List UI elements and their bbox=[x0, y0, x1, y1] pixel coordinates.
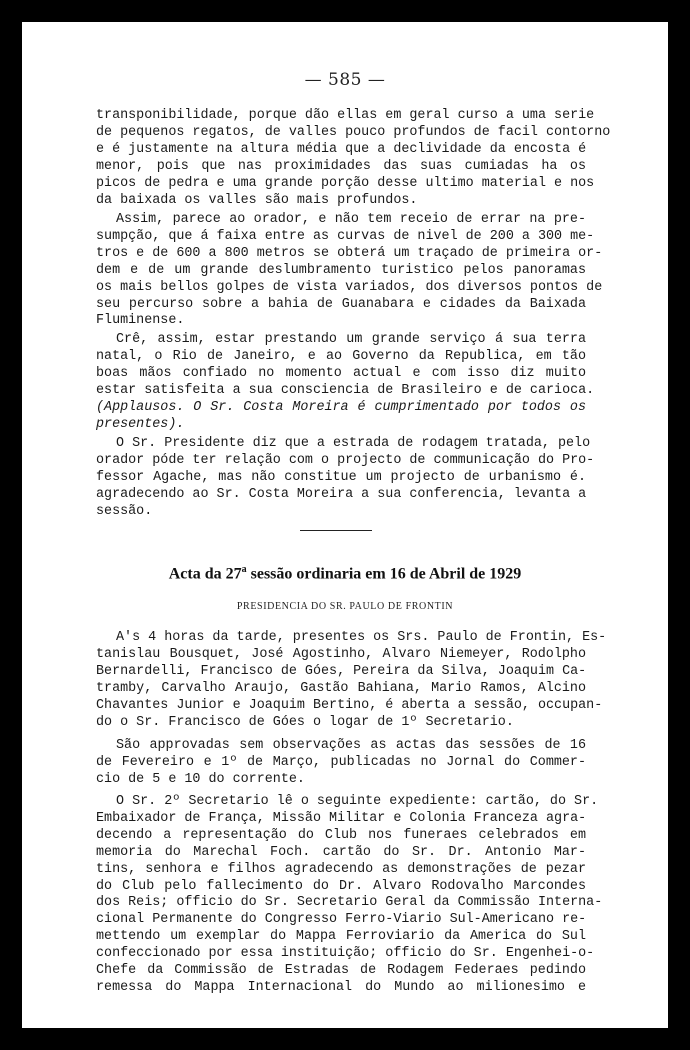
text-line: do o Sr. Francisco de Góes o logar de 1º Secretario. bbox=[96, 714, 514, 730]
text-line: Crê, assim, estar prestando um grande serviço á sua terra bbox=[116, 332, 586, 347]
text-line: de pequenos regatos, de valles pouco profundos de facil contorno bbox=[96, 124, 611, 140]
text-line: tramby, Carvalho Araujo, Gastão Bahiana, Mario Ramos, Alcino bbox=[96, 680, 586, 696]
text-line: mettendo um exemplar do Mappa Ferroviario da America do Sul bbox=[96, 929, 586, 945]
acta-title bbox=[22, 564, 668, 583]
text-line: dem e de um grande deslumbramento turistico pelos panoramas bbox=[96, 262, 586, 278]
section-divider bbox=[300, 530, 372, 531]
document-page bbox=[22, 22, 668, 1028]
text-line: menor, pois que nas proximidades das suas cumiadas ha os bbox=[96, 158, 586, 174]
paragraph-presidente bbox=[96, 436, 595, 521]
text-line: tanislau Bousquet, José Agostinho, Alvaro Niemeyer, Rodolpho bbox=[96, 646, 586, 662]
text-line: Chavantes Junior e Joaquim Bertino, é aberta a sessão, occupan- bbox=[96, 697, 603, 713]
text-line: da baixada os valles são mais profundos. bbox=[96, 192, 418, 208]
acta-title-rest: sessão ordinaria em 16 de Abril de 1929 bbox=[246, 565, 522, 583]
text-line: decendo a representação do Club nos funeraes celebrados em bbox=[96, 827, 586, 843]
text-line: de Fevereiro e 1º de Março, publicadas no Jornal do Commer- bbox=[96, 754, 586, 770]
paragraph-transponibilidade bbox=[96, 108, 611, 209]
text-line: picos de pedra e uma grande porção desse ultimo material e nos bbox=[96, 175, 595, 191]
text-line: seu percurso sobre a bahia de Guanabara e cidades da Baixada bbox=[96, 296, 586, 312]
paragraph-presentes bbox=[96, 630, 607, 731]
paragraph-assim bbox=[96, 212, 603, 330]
text-line: tros e de 600 a 800 metros se obterá um traçado de primeira or- bbox=[96, 245, 603, 261]
text-line: presentes). bbox=[96, 416, 185, 432]
presidencia-heading: PRESIDENCIA DO SR. PAULO DE FRONTIN bbox=[236, 601, 454, 612]
text-line: remessa do Mappa Internacional do Mundo ao milionesimo e bbox=[96, 979, 586, 995]
text-line: dos Reis; officio do Sr. Secretario Geral da Commissão Interna- bbox=[96, 895, 603, 911]
text-line: tins, senhora e filhos agradecendo as demonstrações de pezar bbox=[96, 861, 586, 877]
text-line: Chefe da Commissão de Estradas de Rodagem Federaes pedindo bbox=[96, 963, 586, 979]
text-line: memoria do Marechal Foch. cartão do Sr. Dr. Antonio Mar- bbox=[96, 844, 586, 860]
text-line: São approvadas sem observações as actas das sessões de 16 bbox=[116, 738, 586, 753]
text-line: Fluminense. bbox=[96, 313, 185, 329]
text-line: O Sr. Presidente diz que a estrada de rodagem tratada, pelo bbox=[116, 436, 591, 451]
text-line: e é justamente na altura média que a declividade da encosta é bbox=[96, 141, 587, 157]
text-line: cio de 5 e 10 do corrente. bbox=[96, 771, 305, 787]
text-line: sessão. bbox=[96, 503, 153, 519]
text-line: do Club pelo fallecimento do Dr. Alvaro Rodovalho Marcondes bbox=[96, 878, 586, 894]
text-line: estar satisfeita a sua consciencia de Brasileiro e de carioca. bbox=[96, 382, 595, 398]
text-line: A's 4 horas da tarde, presentes os Srs. Paulo de Frontin, Es- bbox=[116, 630, 607, 645]
text-line: (Applausos. O Sr. Costa Moreira é cumprimentado por todos os bbox=[96, 399, 586, 415]
text-line: orador póde ter relação com o projecto de communicação do Pro- bbox=[96, 452, 595, 468]
paragraph-cre-assim bbox=[96, 332, 595, 433]
text-line: Embaixador de França, Missão Militar e Colonia Franceza agra- bbox=[96, 810, 587, 826]
text-line: Bernardelli, Francisco de Góes, Pereira da Silva, Joaquim Ca- bbox=[96, 663, 587, 679]
paragraph-expediente bbox=[96, 794, 603, 997]
text-line: boas mãos confiado no momento actual e com isso diz muito bbox=[96, 365, 586, 381]
text-line: agradecendo ao Sr. Costa Moreira a sua conferencia, levanta a bbox=[96, 486, 587, 502]
text-line: os mais bellos golpes de vista variados, dos diversos pontos de bbox=[96, 279, 603, 295]
acta-title-superscript: a bbox=[241, 564, 247, 575]
text-line: natal, o Rio de Janeiro, e ao Governo da Republica, em tão bbox=[96, 348, 586, 364]
text-line: confeccionado por essa instituição; officio do Sr. Engenhei-o- bbox=[96, 946, 595, 962]
text-line: O Sr. 2º Secretario lê o seguinte expediente: cartão, do Sr. bbox=[116, 794, 599, 809]
text-line: transponibilidade, porque dão ellas em geral curso a uma serie bbox=[96, 108, 595, 123]
text-line: fessor Agache, mas não constitue um projecto de urbanismo é. bbox=[96, 469, 586, 485]
acta-title-text: Acta da 27 bbox=[168, 565, 242, 583]
paragraph-actas-approvadas bbox=[96, 738, 586, 789]
text-line: Assim, parece ao orador, e não tem receio de errar na pre- bbox=[116, 212, 586, 227]
text-line: cional Permanente do Congresso Ferro-Viario Sul-Americano re- bbox=[96, 912, 587, 928]
page-number: — 585 — bbox=[304, 70, 386, 90]
text-line: sumpção, que á faixa entre as curvas de nivel de 200 a 300 me- bbox=[96, 228, 595, 244]
